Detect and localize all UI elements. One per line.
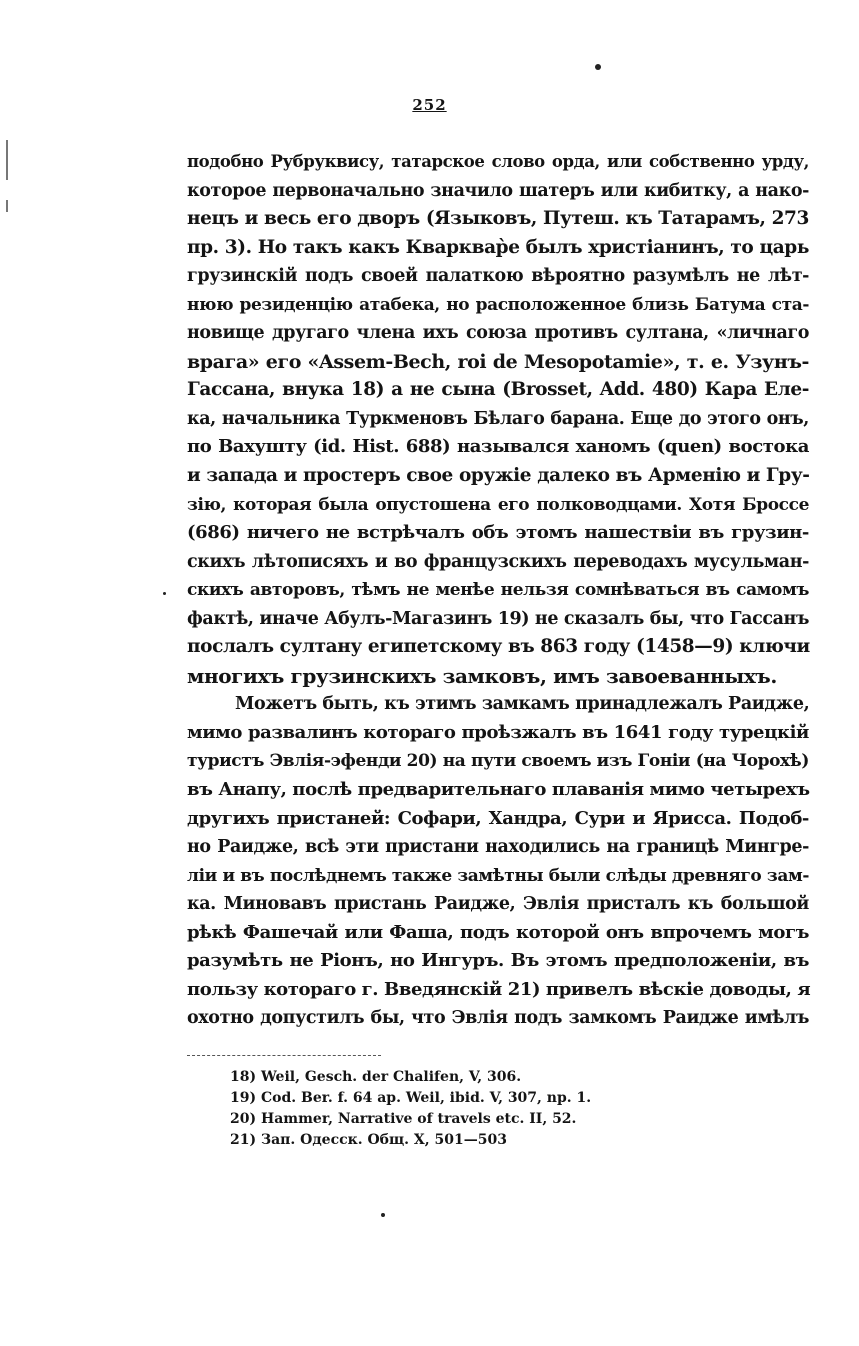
footnotes <box>230 1067 790 1151</box>
text-line: которое первоначально значило шатеръ или кибитку, а нако- <box>187 180 809 201</box>
text-line: послалъ султану египетскому въ 863 году (1458—9) ключи <box>187 636 810 658</box>
text-line: нецъ и весь его дворъ (Языковъ, Путеш. къ Татарамъ, 273 <box>187 208 809 230</box>
footnote: 21) Зап. Одесск. Общ. X, 501—503 <box>230 1132 507 1148</box>
margin-mark <box>6 140 8 180</box>
text-line: (686) ничего не встрѣчалъ объ этомъ нашествіи въ грузин- <box>187 522 809 544</box>
text-line: разумѣть не Ріонъ, но Ингуръ. Въ этомъ предположеніи, въ <box>187 950 809 972</box>
text-line: скихъ авторовъ, тѣмъ не менѣе нельзя сомнѣваться въ самомъ <box>187 580 809 601</box>
footnote: 19) Cod. Ber. f. 64 ap. Weil, ibid. V, 307, np. 1. <box>230 1090 592 1106</box>
text-line: скихъ лѣтописяхъ и во французскихъ переводахъ мусульман- <box>187 551 809 572</box>
text-line: по Вахушту (id. Hist. 688) назывался ханомъ (quen) востока <box>187 436 809 458</box>
text-line: въ Анапу, послѣ предварительнаго плаванія мимо четырехъ <box>187 779 810 801</box>
text-line: нюю резиденцію атабека, но расположенное близь Батума ста- <box>187 294 809 315</box>
text-line: ліи и въ послѣднемъ также замѣтны были слѣды древняго зам- <box>187 865 809 886</box>
text-line: фактѣ, иначе Абулъ-Магазинъ 19) не сказалъ бы, что Гассанъ <box>187 608 809 629</box>
text-line: зію, которая была опустошена его полководцами. Хотя Броссе <box>187 494 809 515</box>
text-line: пр. 3). Но такъ какъ Кварквар̀е былъ христіанинъ, то царь <box>187 236 809 258</box>
text-line: но Раидже, всѣ эти пристани находились на границѣ Мингре- <box>187 837 809 858</box>
text-line: пользу котораго г. Введянскій 21) привелъ вѣскіе доводы, я <box>187 978 811 1000</box>
paragraph-first-line: Можетъ быть, къ этимъ замкамъ принадлежалъ Раидже, <box>235 694 810 715</box>
text-line: охотно допустилъ бы, что Эвлія подъ замкомъ Раидже имѣлъ <box>187 1008 809 1029</box>
footnote: 20) Hammer, Narrative of travels etc. II, 52. <box>230 1111 577 1127</box>
text-line: ка. Миновавъ пристань Раидже, Эвлія присталъ къ большой <box>187 894 809 915</box>
text-line: подобно Рубруквису, татарское слово орда, или собственно урду, <box>187 152 809 171</box>
text-line: рѣкѣ Фашечай или Фаша, подъ которой онъ впрочемъ могъ <box>187 921 809 943</box>
ink-speck <box>163 592 166 595</box>
text-line: и запада и простеръ свое оружіе далеко въ Арменію и Гру- <box>187 465 810 487</box>
text-line: другихъ пристаней: Софари, Хандра, Сури и Ярисса. Подоб- <box>187 807 809 829</box>
text-line: ка, начальника Туркменовъ Бѣлаго барана. Еще до этого онъ, <box>187 408 809 429</box>
text-line: Гассана, внука 18) а не сына (Brosset, Add. 480) Кара Еле- <box>187 379 809 401</box>
text-line: туристъ Эвлія-эфенди 20) на пути своемъ изъ Гоніи (на Чорохѣ) <box>187 751 809 772</box>
margin-mark <box>6 200 8 212</box>
text-line: грузинскій подъ своей палаткою вѣроятно разумѣлъ не лѣт- <box>187 266 809 287</box>
text-line: мимо развалинъ котораго проѣзжалъ въ 1641 году турецкій <box>187 721 809 743</box>
footnote-separator <box>187 1055 381 1056</box>
page-number: 252 <box>412 96 447 114</box>
paragraph-last-line: многихъ грузинскихъ замковъ, имъ завоеванныхъ. <box>187 663 777 688</box>
ink-speck <box>595 64 601 70</box>
text-line: новище другаго члена ихъ союза противъ султана, «личнаго <box>187 323 809 344</box>
body-text <box>187 148 809 1033</box>
text-line: врага» его «Assem-Bech, roi de Mesopotamie», т. е. Узунъ- <box>187 350 809 373</box>
ink-speck <box>381 1213 385 1217</box>
footnote: 18) Weil, Gesch. der Chalifen, V, 306. <box>230 1069 522 1085</box>
